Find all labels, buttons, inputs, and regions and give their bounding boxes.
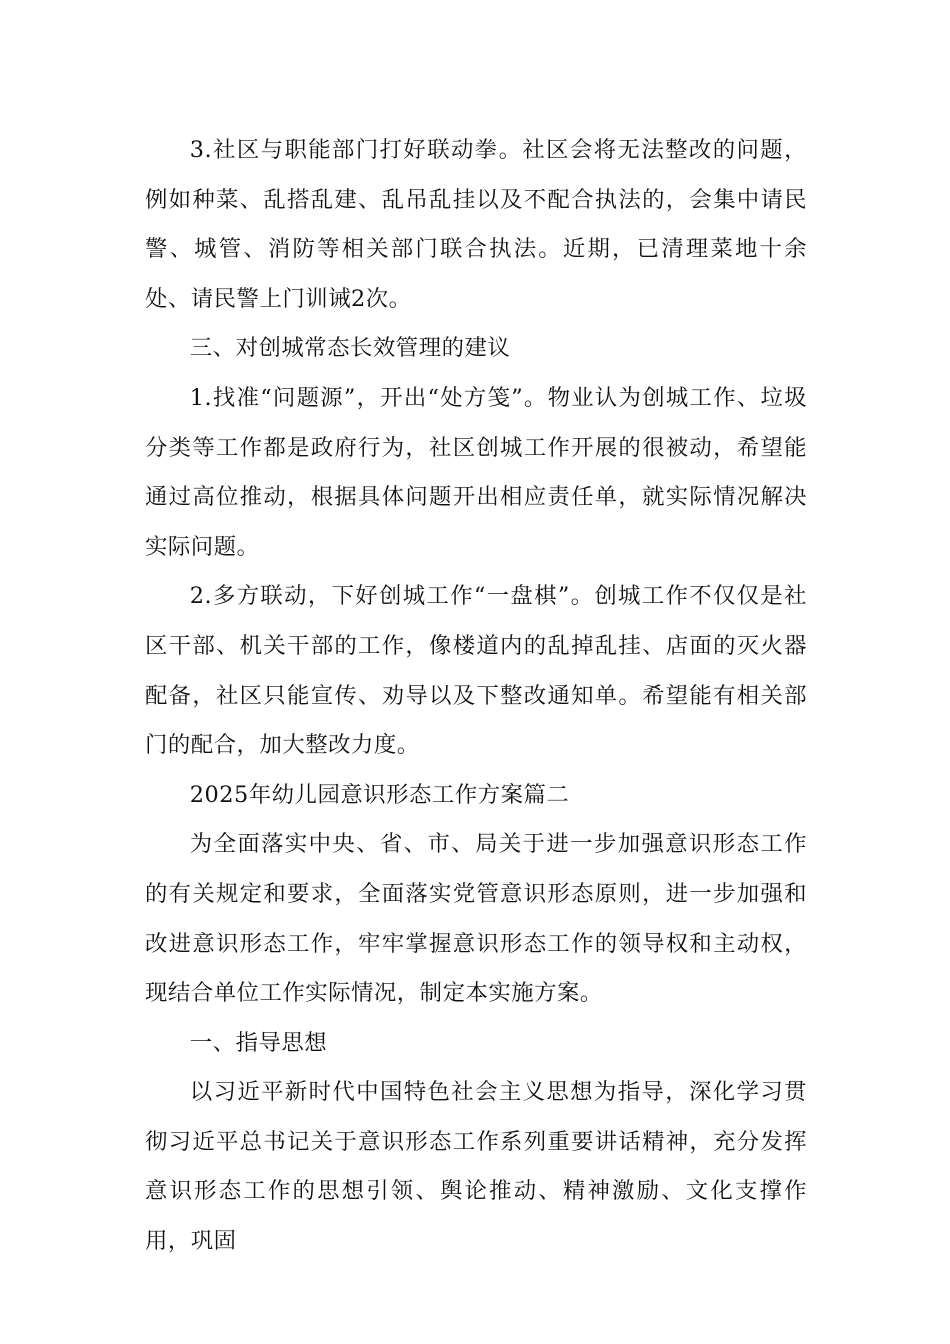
paragraph-multi-party-linkage: 2.多方联动，下好创城工作“一盘棋”。创城工作不仅仅是社区干部、机关干部的工作，像楼道内的乱掉乱挂、店面的灭火器配备，社区只能宣传、劝导以及下整改通知单。希望能有相关部门的配合，加大整改力度。 (145, 583, 807, 759)
paragraph-intro-plan: 为全面落实中央、省、市、局关于进一步加强意识形态工作的有关规定和要求，全面落实党管意识形态原则，进一步加强和改进意识形态工作，牢牢掌握意识形态工作的领导权和主动权，现结合单位工作实际情况，制定本实施方案。 (145, 831, 807, 1007)
section-heading-guiding-ideology: 一、指导思想 (189, 1029, 328, 1056)
document-title-part-two: 2025年幼儿园意识形态工作方案篇二 (189, 781, 570, 808)
document-body (145, 126, 807, 1267)
paragraph-guiding-ideology: 以习近平新时代中国特色社会主义思想为指导，深化学习贯彻习近平总书记关于意识形态工作系列重要讲话精神，充分发挥意识形态工作的思想引领、舆论推动、精神激励、文化支撑作用，巩固 (145, 1079, 807, 1255)
section-heading-suggestions: 三、对创城常态长效管理的建议 (189, 335, 511, 362)
paragraph-problem-source: 1.找准“问题源”，开出“处方笺”。物业认为创城工作、垃圾分类等工作都是政府行为，社区创城工作开展的很被动，希望能通过高位推动，根据具体问题开出相应责任单，就实际情况解决实际问题。 (145, 384, 807, 560)
paragraph-joint-enforcement: 3.社区与职能部门打好联动拳。社区会将无法整改的问题，例如种菜、乱搭乱建、乱吊乱挂以及不配合执法的，会集中请民警、城管、消防等相关部门联合执法。近期，已清理菜地十余处、请民警上门训诫2次。 (145, 137, 807, 312)
